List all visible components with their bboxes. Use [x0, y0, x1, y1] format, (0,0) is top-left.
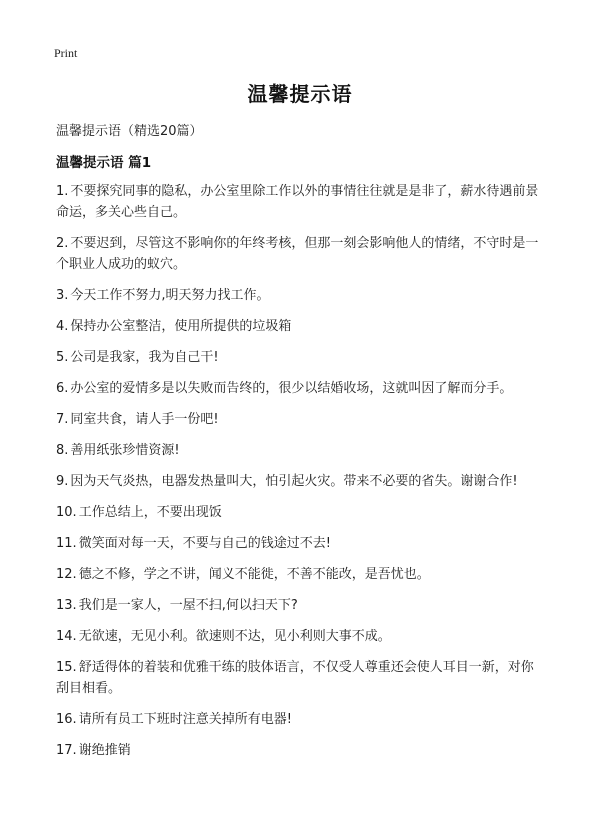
list-item	[56, 316, 546, 337]
list-item	[56, 440, 546, 461]
list-item	[56, 181, 546, 223]
list-item-number: 12.	[56, 567, 77, 582]
list-item-text: 请所有员工下班时注意关掉所有电器!	[78, 712, 292, 727]
list-item-number: 4.	[56, 319, 69, 334]
list-item	[56, 740, 546, 761]
list-item	[56, 378, 546, 399]
list-item-text: 工作总结上，不要出现饭	[78, 505, 222, 520]
list-item	[56, 233, 546, 275]
list-item	[56, 502, 546, 523]
list-item	[56, 657, 546, 699]
list-item	[56, 533, 546, 554]
list-item-number: 9.	[56, 474, 69, 489]
list-item	[56, 709, 546, 730]
document-title: 温馨提示语	[247, 82, 353, 106]
list-item	[56, 347, 546, 368]
tips-list	[56, 181, 546, 771]
list-item	[56, 564, 546, 585]
list-item	[56, 595, 546, 616]
list-item-number: 1.	[56, 184, 69, 199]
list-item	[56, 471, 546, 492]
list-item	[56, 626, 546, 647]
list-item-text: 保持办公室整洁，使用所提供的垃圾箱	[70, 319, 292, 334]
list-item-number: 7.	[56, 412, 69, 427]
list-item-text: 舒适得体的着装和优雅干练的肢体语言，不仅受人尊重还会使人耳目一新，对你刮目相看。	[56, 660, 534, 696]
list-item-number: 14.	[56, 629, 77, 644]
list-item-number: 3.	[56, 288, 69, 303]
list-item-text: 公司是我家，我为自己干!	[70, 350, 219, 365]
list-item-number: 11.	[56, 536, 77, 551]
list-item-number: 16.	[56, 712, 77, 727]
list-item-number: 8.	[56, 443, 69, 458]
list-item-text: 不要探究同事的隐私，办公室里除工作以外的事情往往就是是非了，薪水待遇前景命运，多关心些自己。	[56, 184, 539, 220]
list-item-text: 办公室的爱情多是以失败而告终的，很少以结婚收场，这就叫因了解而分手。	[70, 381, 513, 396]
list-item-text: 德之不修，学之不讲，闻义不能徙，不善不能改，是吾忧也。	[78, 567, 430, 582]
list-item	[56, 285, 546, 306]
list-item-number: 2.	[56, 236, 69, 251]
list-item	[56, 409, 546, 430]
list-item-text: 谢绝推销	[78, 743, 131, 758]
section-heading: 温馨提示语 篇1	[56, 155, 152, 171]
list-item-text: 无欲速，无见小利。欲速则不达，见小利则大事不成。	[78, 629, 391, 644]
list-item-text: 微笑面对每一天，不要与自己的钱途过不去!	[78, 536, 331, 551]
document-subtitle: 温馨提示语（精选20篇）	[56, 124, 203, 139]
list-item-text: 我们是一家人，一屋不扫,何以扫天下?	[78, 598, 298, 613]
list-item-text: 同室共食，请人手一份吧!	[70, 412, 219, 427]
list-item-number: 5.	[56, 350, 69, 365]
list-item-number: 13.	[56, 598, 77, 613]
list-item-text: 善用纸张珍惜资源!	[70, 443, 180, 458]
list-item-number: 17.	[56, 743, 77, 758]
list-item-text: 不要迟到，尽管这不影响你的年终考核，但那一刻会影响他人的情绪，不守时是一个职业人成功的蚁穴。	[56, 236, 539, 272]
list-item-text: 今天工作不努力,明天努力找工作。	[70, 288, 270, 303]
list-item-text: 因为天气炎热，电器发热量叫大，怕引起火灾。带来不必要的省失。谢谢合作!	[70, 474, 518, 489]
list-item-number: 10.	[56, 505, 77, 520]
list-item-number: 6.	[56, 381, 69, 396]
print-label[interactable]: Print	[54, 46, 78, 60]
list-item-number: 15.	[56, 660, 77, 675]
